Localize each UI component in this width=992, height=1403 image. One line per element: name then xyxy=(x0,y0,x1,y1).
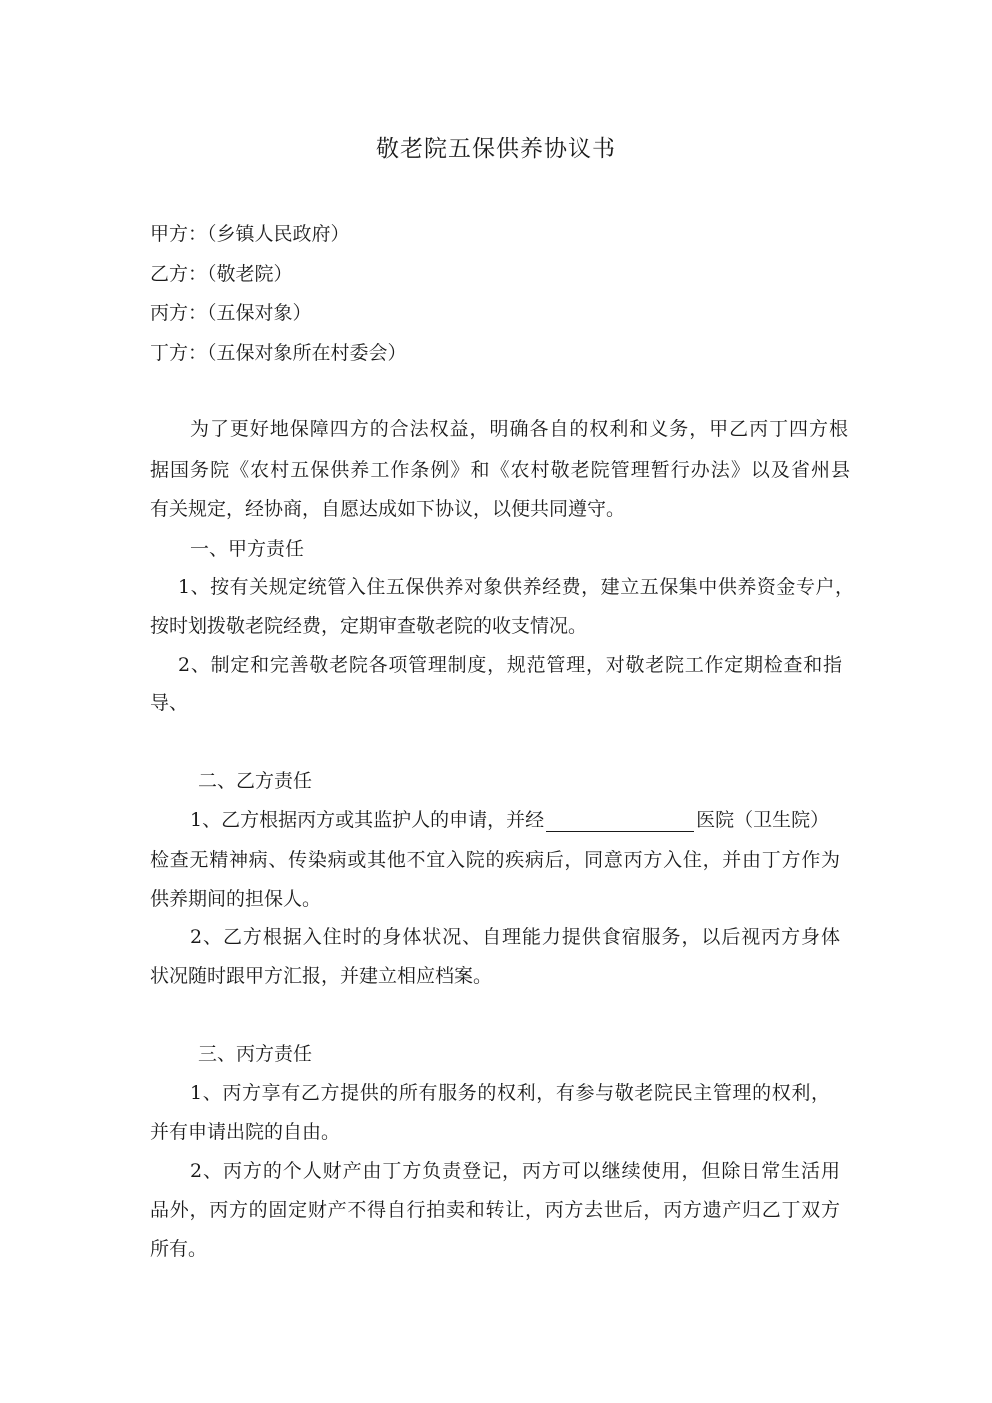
intro-line-1: 为了更好地保障四方的合法权益，明确各自的权利和义务，甲乙丙丁四方根 xyxy=(190,418,848,440)
section-2-heading: 二、乙方责任 xyxy=(198,770,313,792)
section-1-item-2-line-2: 导、 xyxy=(150,692,189,714)
section-2-item-1-line-1 xyxy=(190,805,829,832)
document-title: 敬老院五保供养协议书 xyxy=(376,136,616,162)
section-3-heading: 三、丙方责任 xyxy=(198,1043,313,1065)
section-3-item-1-line-1: 1、丙方享有乙方提供的所有服务的权利，有参与敬老院民主管理的权利， xyxy=(190,1082,830,1104)
section-1-heading: 一、甲方责任 xyxy=(190,538,305,560)
section-3-item-1-line-2: 并有申请出院的自由。 xyxy=(150,1121,341,1143)
section-2-item-1-line-3: 供养期间的担保人。 xyxy=(150,888,322,910)
section-3-item-2-line-1: 2、丙方的个人财产由丁方负责登记，丙方可以继续使用，但除日常生活用 xyxy=(190,1160,840,1182)
party-d: 丁方：（五保对象所在村委会） xyxy=(150,342,407,364)
section-1-item-1-line-2: 按时划拨敬老院经费，定期审查敬老院的收支情况。 xyxy=(150,615,588,637)
party-b: 乙方：（敬老院） xyxy=(150,263,293,285)
section-1-item-1-line-1: 1、按有关规定统管入住五保供养对象供养经费，建立五保集中供养资金专户， xyxy=(178,576,854,598)
section-2-item-1-suffix: 医院（卫生院） xyxy=(696,809,830,831)
section-2-item-1-line-2: 检查无精神病、传染病或其他不宜入院的疾病后，同意丙方入住，并由丁方作为 xyxy=(150,849,840,871)
party-a: 甲方：（乡镇人民政府） xyxy=(150,223,350,245)
section-2-item-2-line-1: 2、乙方根据入住时的身体状况、自理能力提供食宿服务，以后视丙方身体 xyxy=(190,926,840,948)
party-c: 丙方：（五保对象） xyxy=(150,302,312,324)
section-1-item-2-line-1: 2、制定和完善敬老院各项管理制度，规范管理，对敬老院工作定期检查和指 xyxy=(178,654,842,676)
section-3-item-2-line-3: 所有。 xyxy=(150,1238,208,1260)
hospital-name-blank xyxy=(546,811,694,832)
section-3-item-2-line-2: 品外，丙方的固定财产不得自行拍卖和转让，丙方去世后，丙方遗产归乙丁双方 xyxy=(150,1199,840,1221)
section-2-item-1-prefix: 1、乙方根据丙方或其监护人的申请，并经 xyxy=(190,809,545,831)
intro-line-3: 有关规定，经协商，自愿达成如下协议，以便共同遵守。 xyxy=(150,498,626,520)
section-2-item-2-line-2: 状况随时跟甲方汇报，并建立相应档案。 xyxy=(150,965,493,987)
intro-line-2: 据国务院《农村五保供养工作条例》和《农村敬老院管理暂行办法》以及省州县 xyxy=(150,459,850,481)
